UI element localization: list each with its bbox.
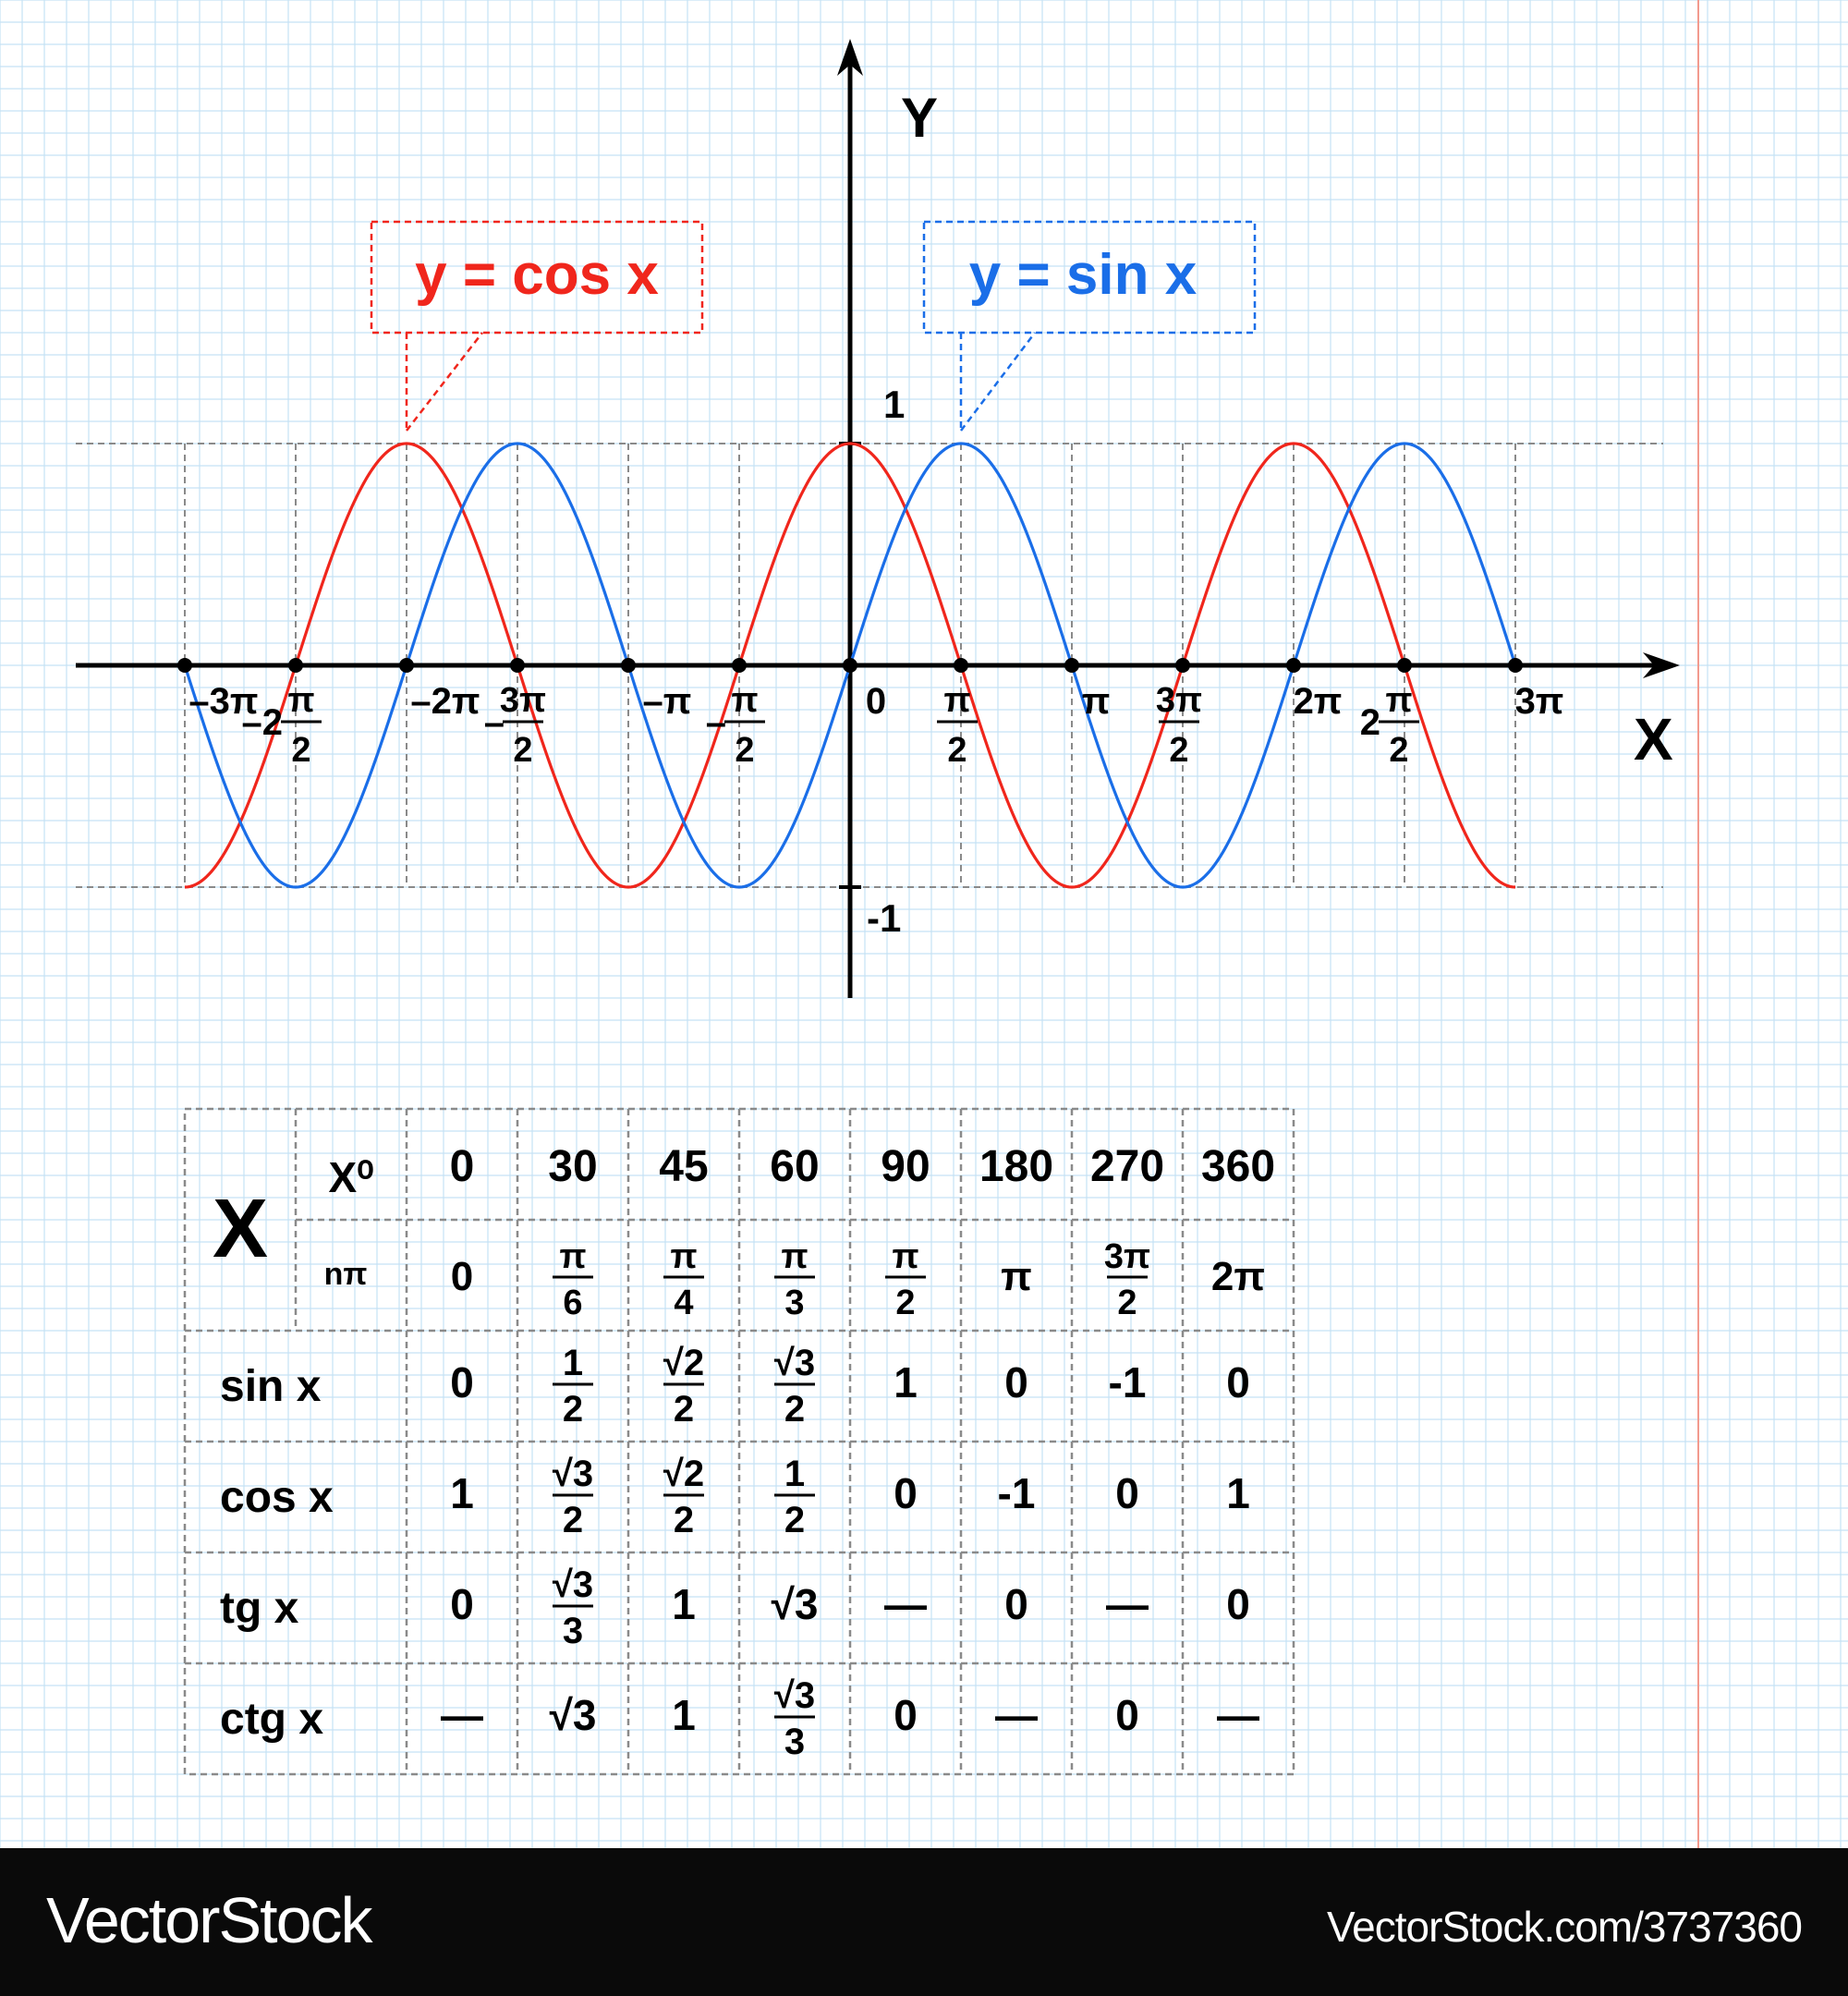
- table-cell-value: 0: [894, 1691, 918, 1739]
- table-degree-value: 30: [548, 1142, 598, 1191]
- y-tick-label-minus-1: -1: [867, 896, 902, 940]
- table-cell-value: √3: [549, 1691, 597, 1739]
- fraction-numerator: π: [670, 1237, 698, 1276]
- table-degree-value: 360: [1200, 1142, 1276, 1191]
- cos-callout-label: y = cos x: [415, 243, 659, 307]
- x-axis-dot: [954, 658, 968, 673]
- fraction-denominator: 3: [784, 1284, 805, 1322]
- table-cell-value: 0: [1226, 1358, 1250, 1406]
- x-axis-dot: [1064, 658, 1079, 673]
- table-row-label: sin x: [220, 1362, 322, 1411]
- x-tick-label: –π: [642, 681, 692, 722]
- table-cell-value: —: [884, 1580, 927, 1628]
- x-tick-whole: –: [705, 702, 726, 743]
- table-cell-value: [553, 1343, 593, 1430]
- x-axis-dot: [177, 658, 192, 673]
- table-x-label: X: [212, 1183, 269, 1275]
- table-radian-value: [1104, 1237, 1150, 1322]
- sin-callout-label: y = sin x: [968, 243, 1198, 307]
- fraction-numerator: √2: [663, 1454, 705, 1494]
- fraction-denominator: 2: [1117, 1284, 1137, 1322]
- x-axis-dot: [288, 658, 303, 673]
- x-axis-dot: [843, 658, 857, 673]
- axes: [76, 39, 1680, 998]
- x-tick-whole: –2: [241, 702, 283, 743]
- x-tick-label: π: [1081, 681, 1111, 722]
- x-tick-fraction: [706, 681, 765, 770]
- fraction-denominator: 2: [673, 1389, 695, 1430]
- table-cell-value: 1: [1226, 1469, 1250, 1517]
- table-cell-value: [663, 1454, 704, 1540]
- fraction-numerator: π: [781, 1237, 808, 1276]
- y-tick-label-1: 1: [883, 383, 906, 426]
- fraction-numerator: 1: [562, 1343, 584, 1383]
- table-cell-value: -1: [1108, 1358, 1147, 1406]
- x-axis-label: X: [1634, 706, 1673, 773]
- table-radian-value: [885, 1237, 926, 1322]
- table-cell-value: —: [1106, 1580, 1149, 1628]
- fraction-denominator: 3: [562, 1611, 584, 1651]
- x-tick-label: 3π: [1514, 681, 1564, 722]
- fraction-denominator: 4: [674, 1284, 694, 1322]
- footer-bar: [0, 1848, 1848, 1996]
- x-tick-denominator: 2: [735, 731, 755, 770]
- table-cell-value: 0: [894, 1469, 918, 1517]
- table-cell-value: [553, 1564, 593, 1651]
- table-cell-value: 1: [672, 1691, 696, 1739]
- fraction-numerator: 1: [784, 1454, 806, 1494]
- table-row-label: cos x: [220, 1473, 334, 1522]
- table-cell-value: 0: [1115, 1691, 1139, 1739]
- x-tick-numerator: π: [287, 681, 315, 720]
- x-tick-label: 0: [865, 681, 887, 722]
- x-tick-label: –3π: [188, 681, 259, 722]
- fraction-numerator: √3: [773, 1675, 816, 1716]
- brand-logo-text: VectorStock: [46, 1884, 371, 1956]
- fraction-numerator: √3: [773, 1343, 816, 1383]
- footer-url: VectorStock.com/3737360: [1327, 1903, 1802, 1951]
- table-cell-value: [663, 1343, 704, 1430]
- x-axis-dot: [1175, 658, 1190, 673]
- x-axis-dot: [621, 658, 636, 673]
- fraction-denominator: 3: [784, 1722, 806, 1762]
- fraction-denominator: 2: [784, 1389, 806, 1430]
- x-tick-denominator: 2: [291, 731, 311, 770]
- table-cell-value: 0: [450, 1580, 474, 1628]
- table-radian-value: 2π: [1210, 1254, 1266, 1299]
- x-axis-dot: [510, 658, 525, 673]
- table-cell-value: -1: [997, 1469, 1036, 1517]
- fraction-denominator: 2: [562, 1389, 584, 1430]
- table-radian-value: 0: [450, 1254, 474, 1299]
- x-tick-label: –2π: [410, 681, 480, 722]
- table-cell-value: [774, 1343, 815, 1430]
- table-degree-value: 180: [979, 1142, 1054, 1191]
- fraction-denominator: 2: [784, 1500, 806, 1540]
- fraction-numerator: 3π: [1103, 1237, 1151, 1276]
- table-row-label: tg x: [220, 1584, 299, 1633]
- table-degree-value: 60: [770, 1142, 820, 1191]
- table-cell-value: 1: [672, 1580, 696, 1628]
- fraction-numerator: √3: [552, 1564, 594, 1605]
- x-axis-dot: [732, 658, 747, 673]
- fraction-denominator: 2: [562, 1500, 584, 1540]
- x-axis-dot: [399, 658, 414, 673]
- table-row-label: ctg x: [220, 1695, 324, 1744]
- table-degree-value: 270: [1089, 1142, 1165, 1191]
- cos-callout-pointer-diag: [407, 333, 482, 431]
- table-degree-value: 0: [449, 1142, 475, 1191]
- table-radian-value: [553, 1237, 593, 1322]
- table-radian-label: nπ: [323, 1257, 368, 1292]
- x-tick-whole: –: [483, 702, 505, 743]
- table-cell-value: 1: [894, 1358, 918, 1406]
- table-cell-value: —: [1217, 1691, 1259, 1739]
- trig-values-table: [185, 1109, 1294, 1774]
- table-cell-value: 0: [450, 1358, 474, 1406]
- table-cell-value: 0: [1004, 1358, 1028, 1406]
- x-tick-label: 2π: [1293, 681, 1343, 722]
- table-degree-value: 45: [659, 1142, 709, 1191]
- x-axis-dot: [1397, 658, 1412, 673]
- table-cell-value: 0: [1115, 1469, 1139, 1517]
- x-tick-denominator: 2: [513, 731, 533, 770]
- table-cell-value: √3: [771, 1580, 819, 1628]
- x-tick-denominator: 2: [947, 731, 967, 770]
- table-degree-value: 90: [881, 1142, 930, 1191]
- table-radian-value: π: [1001, 1254, 1032, 1299]
- fraction-numerator: √2: [663, 1343, 705, 1383]
- table-radian-value: [774, 1237, 815, 1322]
- fraction-denominator: 2: [895, 1284, 916, 1322]
- table-cell-value: [553, 1454, 593, 1540]
- table-cell-value: —: [995, 1691, 1038, 1739]
- fraction-numerator: π: [559, 1237, 587, 1276]
- fraction-numerator: √3: [552, 1454, 594, 1494]
- table-cell-value: [774, 1675, 815, 1762]
- table-radian-value: [663, 1237, 704, 1322]
- fraction-numerator: π: [892, 1237, 919, 1276]
- y-axis-label: Y: [901, 87, 939, 149]
- x-axis-dot: [1508, 658, 1523, 673]
- x-tick-numerator: 3π: [499, 681, 547, 720]
- x-tick-labels: [188, 681, 1563, 770]
- x-tick-numerator: π: [1385, 681, 1413, 720]
- x-tick-whole: 2: [1359, 702, 1381, 743]
- table-cell-value: 0: [1004, 1580, 1028, 1628]
- table-degree-label: X⁰: [328, 1153, 374, 1201]
- x-axis-dot: [1286, 658, 1301, 673]
- x-tick-numerator: π: [943, 681, 971, 720]
- x-tick-denominator: 2: [1389, 731, 1409, 770]
- x-tick-numerator: π: [731, 681, 759, 720]
- table-cell-value: 0: [1226, 1580, 1250, 1628]
- table-cell-value: [774, 1454, 815, 1540]
- x-tick-fraction: [1360, 681, 1419, 770]
- fraction-denominator: 2: [673, 1500, 695, 1540]
- table-cell-value: 1: [450, 1469, 474, 1517]
- fraction-denominator: 6: [563, 1284, 583, 1322]
- table-cell-value: —: [441, 1691, 483, 1739]
- x-tick-numerator: 3π: [1155, 681, 1203, 720]
- x-tick-denominator: 2: [1169, 731, 1189, 770]
